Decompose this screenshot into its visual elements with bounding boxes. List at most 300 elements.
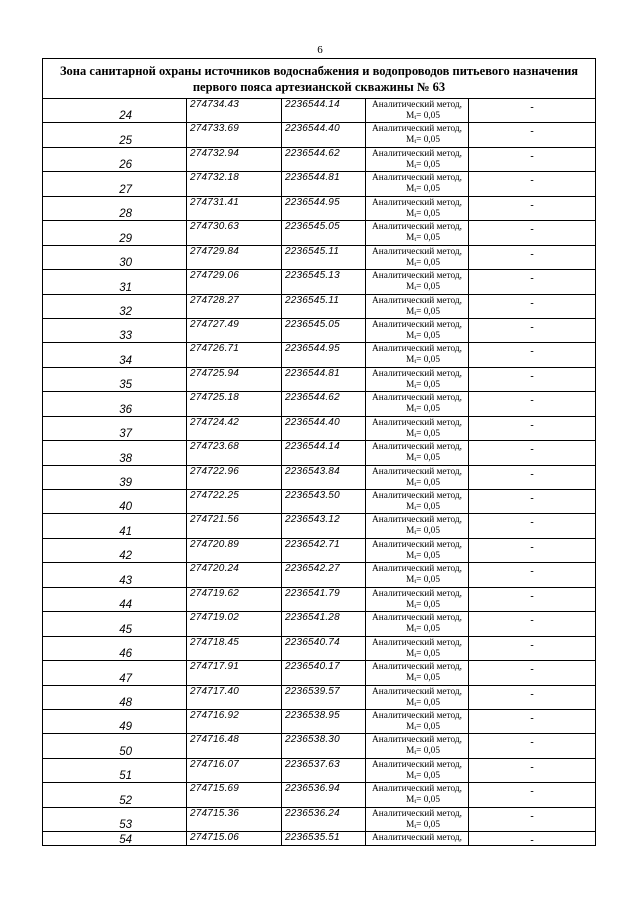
accuracy-prefix: M	[406, 135, 415, 146]
x-coordinate-cell	[187, 172, 282, 195]
method-cell	[366, 832, 469, 845]
point-number-cell	[43, 148, 187, 171]
accuracy-suffix: = 0,05	[416, 233, 440, 244]
accuracy-label	[366, 771, 468, 782]
x-coordinate: 274715.06	[190, 832, 240, 844]
x-coordinate: 274734.43	[190, 99, 240, 110]
point-number-cell	[43, 783, 187, 806]
x-coordinate: 274733.69	[190, 123, 240, 135]
x-coordinate-cell	[187, 148, 282, 171]
accuracy-suffix: = 0,05	[416, 330, 440, 341]
description-dash: -	[530, 712, 534, 724]
accuracy-subscript: t	[414, 162, 417, 170]
accuracy-suffix: = 0,05	[416, 135, 440, 146]
method-label: Аналитический метод,	[372, 271, 462, 282]
accuracy-label	[366, 673, 468, 684]
table-row	[43, 172, 595, 196]
accuracy-label	[366, 624, 468, 635]
y-coordinate: 2236538.95	[285, 709, 340, 721]
method-cell	[366, 123, 469, 146]
x-coordinate-cell	[187, 466, 282, 489]
point-number: 31	[119, 281, 132, 294]
method-cell	[366, 417, 469, 440]
point-number-cell	[43, 514, 187, 537]
table-title-line-1: Зона санитарной охраны источников водоснабжения и водопроводов питьевого назначения	[59, 63, 579, 78]
accuracy-label	[366, 575, 468, 586]
y-coordinate: 2236536.24	[285, 807, 340, 819]
point-number: 50	[119, 745, 132, 758]
description-cell	[469, 466, 595, 489]
table-row	[43, 759, 595, 783]
x-coordinate-cell	[187, 832, 282, 845]
point-number-cell	[43, 270, 187, 293]
accuracy-subscript: t	[414, 505, 417, 512]
x-coordinate: 274732.94	[190, 147, 240, 159]
table-row	[43, 686, 595, 710]
y-coordinate-cell	[282, 734, 366, 757]
y-coordinate: 2236545.11	[285, 294, 340, 306]
point-number: 52	[119, 794, 132, 807]
method-label: Аналитический метод,	[372, 442, 462, 453]
y-coordinate: 2236544.14	[285, 99, 340, 110]
y-coordinate-cell	[282, 368, 366, 391]
accuracy-prefix: M	[406, 257, 415, 268]
x-coordinate: 274728.27	[190, 294, 240, 306]
accuracy-prefix: M	[406, 746, 415, 757]
description-dash: -	[530, 664, 534, 676]
y-coordinate-cell	[282, 808, 366, 831]
method-cell	[366, 808, 469, 831]
description-dash: -	[530, 468, 534, 480]
accuracy-suffix: = 0,05	[416, 428, 440, 439]
description-dash: -	[530, 297, 534, 309]
point-number-cell	[43, 563, 187, 586]
point-number-cell	[43, 808, 187, 831]
x-coordinate-cell	[187, 686, 282, 709]
y-coordinate: 2236544.62	[285, 147, 340, 159]
description-cell	[469, 661, 595, 684]
y-coordinate: 2236538.30	[285, 734, 340, 746]
description-cell	[469, 343, 595, 366]
method-label: Аналитический метод,	[372, 319, 462, 330]
y-coordinate: 2236544.81	[285, 367, 340, 379]
y-coordinate: 2236545.05	[285, 318, 340, 330]
accuracy-label	[366, 135, 468, 146]
x-coordinate: 274715.36	[190, 807, 240, 819]
method-cell	[366, 637, 469, 660]
description-dash: -	[530, 224, 534, 236]
method-label: Аналитический метод,	[372, 173, 462, 184]
description-cell	[469, 148, 595, 171]
method-label: Аналитический метод,	[372, 466, 462, 477]
point-number: 38	[119, 452, 132, 465]
x-coordinate: 274717.91	[190, 661, 240, 673]
table-title-line-2: первого пояса артезианской скважины № 63	[192, 79, 446, 94]
point-number: 36	[119, 403, 132, 416]
x-coordinate: 274720.89	[190, 538, 240, 550]
table-row	[43, 221, 595, 245]
accuracy-label	[366, 209, 468, 220]
y-coordinate-cell	[282, 539, 366, 562]
y-coordinate-cell	[282, 221, 366, 244]
y-coordinate: 2236541.28	[285, 612, 340, 624]
accuracy-subscript: t	[414, 627, 417, 635]
point-number-cell	[43, 368, 187, 391]
method-cell	[366, 270, 469, 293]
x-coordinate-cell	[187, 514, 282, 537]
description-dash: -	[530, 493, 534, 504]
y-coordinate-cell	[282, 466, 366, 489]
point-number: 26	[119, 159, 132, 172]
method-cell	[366, 343, 469, 366]
accuracy-suffix: = 0,05	[416, 379, 440, 390]
method-label: Аналитический метод,	[372, 662, 462, 673]
description-dash: -	[530, 419, 534, 431]
accuracy-suffix: = 0,05	[416, 599, 440, 610]
point-number-cell	[43, 319, 187, 342]
x-coordinate-cell	[187, 197, 282, 220]
method-label: Аналитический метод,	[372, 710, 462, 721]
y-coordinate: 2236544.95	[285, 196, 340, 208]
accuracy-subscript: t	[414, 578, 417, 586]
accuracy-suffix: = 0,05	[416, 159, 440, 170]
y-coordinate-cell	[282, 270, 366, 293]
description-cell	[469, 539, 595, 562]
accuracy-suffix: = 0,05	[416, 477, 440, 488]
accuracy-subscript: t	[414, 260, 417, 268]
x-coordinate-cell	[187, 343, 282, 366]
y-coordinate-cell	[282, 123, 366, 146]
table-row	[43, 246, 595, 270]
description-cell	[469, 514, 595, 537]
method-cell	[366, 368, 469, 391]
method-cell	[366, 246, 469, 269]
accuracy-prefix: M	[406, 282, 415, 293]
description-cell	[469, 563, 595, 586]
method-cell	[366, 148, 469, 171]
method-label: Аналитический метод,	[372, 295, 462, 306]
x-coordinate: 274729.84	[190, 245, 240, 257]
y-coordinate: 2236544.40	[285, 416, 340, 428]
accuracy-suffix: = 0,05	[416, 502, 440, 512]
accuracy-label	[366, 746, 468, 757]
point-number: 32	[119, 305, 132, 318]
description-dash: -	[530, 150, 534, 162]
x-coordinate-cell	[187, 563, 282, 586]
y-coordinate-cell	[282, 392, 366, 415]
accuracy-subscript: t	[414, 211, 417, 219]
x-coordinate: 274719.62	[190, 587, 240, 599]
accuracy-suffix: = 0,05	[416, 819, 440, 830]
x-coordinate-cell	[187, 99, 282, 122]
x-coordinate: 274719.02	[190, 612, 240, 624]
table-row	[43, 441, 595, 465]
accuracy-subscript: t	[414, 822, 417, 830]
description-cell	[469, 490, 595, 513]
accuracy-label	[366, 233, 468, 244]
table-body	[43, 99, 595, 845]
accuracy-prefix: M	[406, 624, 415, 635]
y-coordinate-cell	[282, 832, 366, 845]
y-coordinate-cell	[282, 612, 366, 635]
accuracy-prefix: M	[406, 502, 415, 512]
description-cell	[469, 612, 595, 635]
table-row	[43, 563, 595, 587]
method-cell	[366, 783, 469, 806]
point-number-cell	[43, 612, 187, 635]
description-cell	[469, 197, 595, 220]
accuracy-subscript: t	[414, 333, 417, 341]
accuracy-prefix: M	[406, 526, 415, 537]
accuracy-subscript: t	[414, 382, 417, 390]
accuracy-suffix: = 0,05	[416, 257, 440, 268]
accuracy-subscript: t	[414, 724, 417, 732]
method-cell	[366, 710, 469, 733]
accuracy-prefix: M	[406, 770, 415, 781]
description-dash: -	[530, 395, 534, 407]
accuracy-label	[366, 453, 468, 464]
accuracy-prefix: M	[406, 111, 415, 121]
method-label: Аналитический метод,	[372, 148, 462, 159]
y-coordinate: 2236542.27	[285, 563, 340, 575]
x-coordinate: 274718.45	[190, 636, 240, 648]
method-cell	[366, 588, 469, 611]
method-label: Аналитический метод,	[372, 197, 462, 208]
accuracy-label	[366, 429, 468, 440]
method-cell	[366, 490, 469, 513]
x-coordinate-cell	[187, 221, 282, 244]
method-label: Аналитический метод,	[372, 344, 462, 355]
description-cell	[469, 221, 595, 244]
x-coordinate-cell	[187, 808, 282, 831]
y-coordinate-cell	[282, 637, 366, 660]
table-row	[43, 832, 595, 845]
point-number: 47	[119, 672, 132, 685]
point-number-cell	[43, 392, 187, 415]
point-number-cell	[43, 417, 187, 440]
y-coordinate: 2236544.40	[285, 123, 340, 135]
y-coordinate-cell	[282, 343, 366, 366]
accuracy-prefix: M	[406, 673, 415, 684]
accuracy-subscript: t	[414, 138, 417, 146]
method-cell	[366, 466, 469, 489]
x-coordinate-cell	[187, 368, 282, 391]
point-number: 45	[119, 623, 132, 636]
table-row	[43, 637, 595, 661]
table-row	[43, 392, 595, 416]
x-coordinate: 274716.07	[190, 758, 240, 770]
table-row	[43, 710, 595, 734]
description-cell	[469, 441, 595, 464]
point-number: 44	[119, 599, 132, 612]
accuracy-suffix: = 0,05	[416, 526, 440, 537]
method-cell	[366, 686, 469, 709]
point-number: 30	[119, 257, 132, 270]
point-number: 54	[119, 834, 132, 846]
point-number-cell	[43, 466, 187, 489]
accuracy-label	[366, 111, 468, 122]
description-dash: -	[530, 810, 534, 822]
description-cell	[469, 637, 595, 660]
y-coordinate-cell	[282, 514, 366, 537]
accuracy-suffix: = 0,05	[416, 673, 440, 684]
description-dash: -	[530, 126, 534, 138]
accuracy-subscript: t	[414, 407, 417, 415]
x-coordinate-cell	[187, 734, 282, 757]
table-row	[43, 319, 595, 343]
method-label: Аналитический метод,	[372, 686, 462, 697]
point-number-cell	[43, 588, 187, 611]
y-coordinate-cell	[282, 563, 366, 586]
description-cell	[469, 832, 595, 845]
point-number-cell	[43, 172, 187, 195]
description-dash: -	[530, 835, 534, 846]
table-row	[43, 148, 595, 172]
description-dash: -	[530, 346, 534, 358]
x-coordinate: 274732.18	[190, 172, 240, 184]
accuracy-prefix: M	[406, 697, 415, 708]
accuracy-prefix: M	[406, 355, 415, 366]
y-coordinate-cell	[282, 246, 366, 269]
accuracy-prefix: M	[406, 306, 415, 317]
x-coordinate: 274716.92	[190, 709, 240, 721]
table-row	[43, 808, 595, 832]
x-coordinate: 274725.94	[190, 367, 240, 379]
description-dash: -	[530, 639, 534, 651]
table-row	[43, 661, 595, 685]
description-cell	[469, 783, 595, 806]
x-coordinate-cell	[187, 612, 282, 635]
accuracy-subscript: t	[414, 676, 417, 684]
y-coordinate: 2236540.74	[285, 636, 340, 648]
method-cell	[366, 99, 469, 122]
method-label: Аналитический метод,	[372, 124, 462, 135]
description-dash: -	[530, 761, 534, 773]
description-dash: -	[530, 273, 534, 285]
point-number-cell	[43, 539, 187, 562]
accuracy-suffix: = 0,05	[416, 355, 440, 366]
table-row	[43, 270, 595, 294]
description-cell	[469, 295, 595, 318]
accuracy-prefix: M	[406, 453, 415, 464]
description-cell	[469, 808, 595, 831]
x-coordinate-cell	[187, 710, 282, 733]
y-coordinate: 2236544.62	[285, 392, 340, 404]
point-number: 39	[119, 477, 132, 489]
description-cell	[469, 368, 595, 391]
accuracy-suffix: = 0,05	[416, 721, 440, 732]
accuracy-prefix: M	[406, 477, 415, 488]
accuracy-prefix: M	[406, 379, 415, 390]
point-number-cell	[43, 686, 187, 709]
accuracy-suffix: = 0,05	[416, 282, 440, 293]
y-coordinate: 2236535.51	[285, 832, 340, 844]
description-cell	[469, 392, 595, 415]
point-number: 29	[119, 232, 132, 245]
accuracy-prefix: M	[406, 330, 415, 341]
y-coordinate: 2236544.95	[285, 343, 340, 355]
point-number-cell	[43, 710, 187, 733]
x-coordinate: 274731.41	[190, 196, 240, 208]
y-coordinate-cell	[282, 99, 366, 122]
point-number: 42	[119, 550, 132, 563]
y-coordinate: 2236545.05	[285, 221, 340, 233]
x-coordinate-cell	[187, 270, 282, 293]
accuracy-prefix: M	[406, 599, 415, 610]
table-row	[43, 490, 595, 514]
x-coordinate: 274727.49	[190, 318, 240, 330]
accuracy-prefix: M	[406, 550, 415, 561]
method-label: Аналитический метод,	[372, 784, 462, 795]
table-row	[43, 417, 595, 441]
accuracy-prefix: M	[406, 428, 415, 439]
accuracy-subscript: t	[414, 236, 417, 244]
x-coordinate-cell	[187, 392, 282, 415]
accuracy-label	[366, 722, 468, 733]
x-coordinate-cell	[187, 490, 282, 513]
description-cell	[469, 319, 595, 342]
point-number-cell	[43, 759, 187, 782]
point-number-cell	[43, 246, 187, 269]
y-coordinate-cell	[282, 148, 366, 171]
x-coordinate: 274725.18	[190, 392, 240, 404]
accuracy-label	[366, 795, 468, 806]
accuracy-suffix: = 0,05	[416, 795, 440, 806]
x-coordinate-cell	[187, 661, 282, 684]
x-coordinate: 274730.63	[190, 221, 240, 233]
description-dash: -	[530, 737, 534, 749]
accuracy-subscript: t	[414, 602, 417, 610]
method-label: Аналитический метод,	[372, 588, 462, 599]
method-label: Аналитический метод,	[372, 613, 462, 624]
table-row	[43, 368, 595, 392]
table-row	[43, 588, 595, 612]
table-row	[43, 343, 595, 367]
x-coordinate: 274729.06	[190, 270, 240, 282]
y-coordinate: 2236544.81	[285, 172, 340, 184]
accuracy-label	[366, 600, 468, 611]
method-label: Аналитический метод,	[372, 735, 462, 746]
point-number-cell	[43, 123, 187, 146]
description-cell	[469, 759, 595, 782]
method-cell	[366, 539, 469, 562]
page-number: 6	[317, 44, 323, 56]
x-coordinate-cell	[187, 588, 282, 611]
y-coordinate-cell	[282, 686, 366, 709]
accuracy-suffix: = 0,05	[416, 550, 440, 561]
accuracy-label	[366, 820, 468, 831]
x-coordinate: 274726.71	[190, 343, 240, 355]
y-coordinate: 2236545.13	[285, 270, 340, 282]
method-label: Аналитический метод,	[372, 100, 462, 110]
point-number: 37	[119, 428, 132, 441]
point-number: 40	[119, 501, 132, 514]
accuracy-prefix: M	[406, 575, 415, 586]
point-number: 35	[119, 379, 132, 392]
table-row	[43, 734, 595, 758]
accuracy-label	[366, 258, 468, 269]
table-row	[43, 99, 595, 123]
accuracy-subscript: t	[414, 114, 417, 121]
method-cell	[366, 221, 469, 244]
description-dash: -	[530, 615, 534, 627]
x-coordinate: 274716.48	[190, 734, 240, 746]
accuracy-subscript: t	[414, 773, 417, 781]
accuracy-prefix: M	[406, 159, 415, 170]
y-coordinate-cell	[282, 588, 366, 611]
accuracy-suffix: = 0,05	[416, 208, 440, 219]
method-label: Аналитический метод,	[372, 808, 462, 819]
